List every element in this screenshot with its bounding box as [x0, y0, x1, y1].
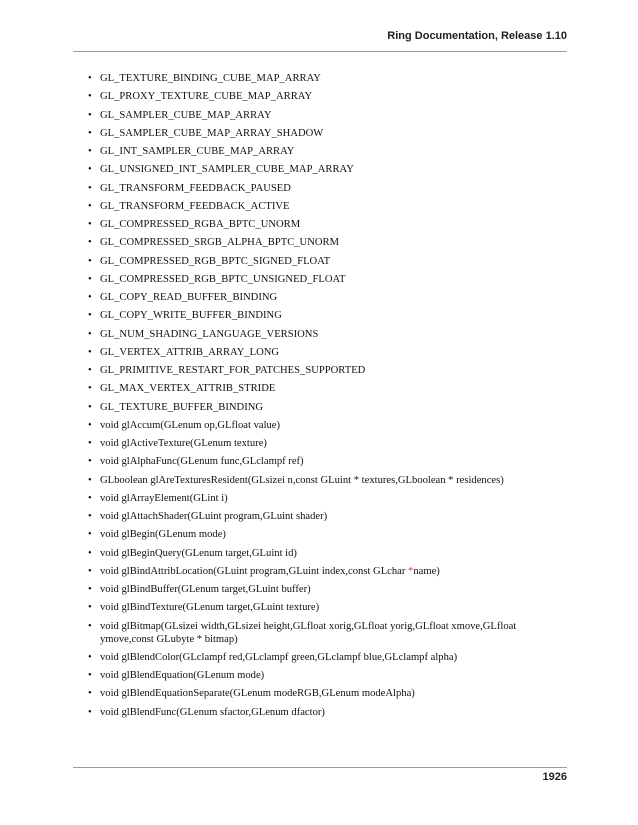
running-header-title: Ring Documentation, Release 1.10 [387, 30, 567, 42]
list-item [88, 474, 568, 487]
bullet-icon: • [88, 383, 92, 395]
list-item [88, 669, 568, 682]
list-item [88, 255, 568, 268]
list-item-text: GL_NUM_SHADING_LANGUAGE_VERSIONS [100, 328, 319, 340]
page-number: 1926 [542, 771, 567, 783]
list-item [88, 90, 568, 103]
list-item [88, 309, 568, 322]
bullet-icon: • [88, 164, 92, 176]
bullet-icon: • [88, 310, 92, 322]
list-item [88, 651, 568, 664]
list-item-text: void glBlendFunc(GLenum sfactor,GLenum dfactor) [100, 706, 325, 718]
list-item-text: void glBindBuffer(GLenum target,GLuint buffer) [100, 584, 311, 595]
list-item [88, 706, 568, 719]
bullet-icon: • [88, 292, 92, 303]
bullet-icon: • [88, 127, 92, 139]
bullet-icon: • [88, 219, 92, 230]
bullet-icon: • [88, 651, 92, 663]
bullet-icon: • [88, 73, 92, 84]
bullet-icon: • [88, 255, 92, 267]
list-item-text: void glAlphaFunc(GLenum func,GLclampf ref) [100, 456, 304, 468]
bullet-icon: • [88, 328, 92, 340]
bullet-icon: • [88, 492, 92, 504]
list-item [88, 364, 568, 377]
bullet-icon: • [88, 688, 92, 700]
list-item-text: void glBindTexture(GLenum target,GLuint texture) [100, 602, 320, 614]
list-item [88, 382, 568, 395]
bullet-icon: • [88, 670, 92, 681]
list-item-text: GL_TRANSFORM_FEEDBACK_PAUSED [100, 182, 291, 194]
bullet-icon: • [88, 91, 92, 103]
list-item [88, 419, 568, 432]
list-item-text: GL_PROXY_TEXTURE_CUBE_MAP_ARRAY [100, 91, 313, 103]
list-item-text: void glArrayElement(GLint i) [100, 492, 228, 504]
footer-divider [73, 767, 567, 768]
list-item [88, 583, 568, 596]
bullet-icon: • [88, 365, 92, 376]
header-divider [73, 51, 567, 52]
list-item-text: GL_SAMPLER_CUBE_MAP_ARRAY [100, 109, 272, 121]
list-item-text: void glBeginQuery(GLenum target,GLuint id) [100, 547, 297, 559]
list-item-text: void glActiveTexture(GLenum texture) [100, 438, 267, 449]
bullet-icon: • [88, 346, 92, 358]
list-item [88, 328, 568, 341]
list-item-text: void glAttachShader(GLuint program,GLuint shader) [100, 511, 328, 522]
bullet-icon: • [88, 182, 92, 194]
list-item-text: GL_COPY_WRITE_BUFFER_BINDING [100, 310, 282, 322]
bullet-icon: • [88, 146, 92, 157]
list-item [88, 200, 568, 213]
list-item-text: GL_TRANSFORM_FEEDBACK_ACTIVE [100, 200, 290, 212]
list-item-text: GL_VERTEX_ATTRIB_ARRAY_LONG [100, 346, 280, 358]
bullet-icon: • [88, 273, 92, 285]
list-item-text: GL_SAMPLER_CUBE_MAP_ARRAY_SHADOW [100, 127, 324, 139]
list-item-text: GL_COPY_READ_BUFFER_BINDING [100, 292, 278, 303]
list-item [88, 72, 568, 85]
bullet-icon: • [88, 602, 92, 614]
list-item-text: GL_PRIMITIVE_RESTART_FOR_PATCHES_SUPPORTED [100, 365, 366, 376]
list-item [88, 273, 568, 286]
list-item-text: GL_COMPRESSED_RGBA_BPTC_UNORM [100, 219, 301, 230]
list-item [88, 401, 568, 414]
list-item-text: GL_TEXTURE_BUFFER_BINDING [100, 401, 264, 413]
bullet-icon: • [88, 706, 92, 718]
list-item [88, 565, 568, 578]
bullet-icon: • [88, 419, 92, 431]
list-item-text: GL_COMPRESSED_RGB_BPTC_UNSIGNED_FLOAT [100, 273, 346, 285]
list-item [88, 163, 568, 176]
list-item [88, 601, 568, 614]
bullet-icon: • [88, 529, 92, 541]
highlighted-asterisk: * [408, 565, 414, 577]
list-item-text: void glBitmap(GLsizei width,GLsizei height,GLfloat xorig,GLfloat yorig,GLfloat xmove,GLfloat ymove,const GLubyte * bitmap) [100, 620, 517, 645]
list-item-text: GL_COMPRESSED_SRGB_ALPHA_BPTC_UNORM [100, 237, 339, 249]
list-item-text: GLboolean glAreTexturesResident(GLsizei n,const GLuint * textures,GLboolean * residences) [100, 474, 504, 486]
list-item-text: void glBlendEquation(GLenum mode) [100, 670, 265, 681]
bullet-icon: • [88, 474, 92, 486]
bullet-icon: • [88, 620, 92, 632]
list-item [88, 236, 568, 249]
list-item-text: void glAccum(GLenum op,GLfloat value) [100, 419, 281, 431]
list-item-text: GL_UNSIGNED_INT_SAMPLER_CUBE_MAP_ARRAY [100, 164, 354, 176]
list-item [88, 620, 568, 646]
list-item [88, 182, 568, 195]
list-item [88, 492, 568, 505]
list-item [88, 510, 568, 523]
bullet-icon: • [88, 200, 92, 212]
list-item [88, 291, 568, 304]
list-item-text: GL_INT_SAMPLER_CUBE_MAP_ARRAY [100, 146, 295, 157]
list-item [88, 127, 568, 140]
list-item [88, 437, 568, 450]
list-item [88, 346, 568, 359]
list-item-text: void glBindAttribLocation(GLuint program,GLuint index,const GLchar [100, 565, 409, 577]
constant-and-function-list [88, 72, 568, 724]
bullet-icon: • [88, 547, 92, 559]
list-item-text: GL_TEXTURE_BINDING_CUBE_MAP_ARRAY [100, 73, 321, 84]
list-item [88, 687, 568, 700]
list-item-text: GL_MAX_VERTEX_ATTRIB_STRIDE [100, 383, 276, 395]
list-item-text: void glBlendColor(GLclampf red,GLclampf green,GLclampf blue,GLclampf alpha) [100, 651, 458, 663]
bullet-icon: • [88, 438, 92, 449]
list-item-text: GL_COMPRESSED_RGB_BPTC_SIGNED_FLOAT [100, 255, 331, 267]
list-item-text-continued: name) [413, 565, 440, 577]
list-item [88, 455, 568, 468]
bullet-icon: • [88, 584, 92, 595]
bullet-icon: • [88, 511, 92, 522]
list-item [88, 145, 568, 158]
list-item [88, 547, 568, 560]
bullet-icon: • [88, 237, 92, 249]
bullet-icon: • [88, 109, 92, 121]
list-item-text: void glBegin(GLenum mode) [100, 529, 226, 541]
list-item [88, 528, 568, 541]
bullet-icon: • [88, 401, 92, 413]
bullet-icon: • [88, 565, 92, 577]
list-item-text: void glBlendEquationSeparate(GLenum modeRGB,GLenum modeAlpha) [100, 688, 415, 700]
list-item [88, 109, 568, 122]
bullet-icon: • [88, 456, 92, 468]
list-item [88, 218, 568, 231]
